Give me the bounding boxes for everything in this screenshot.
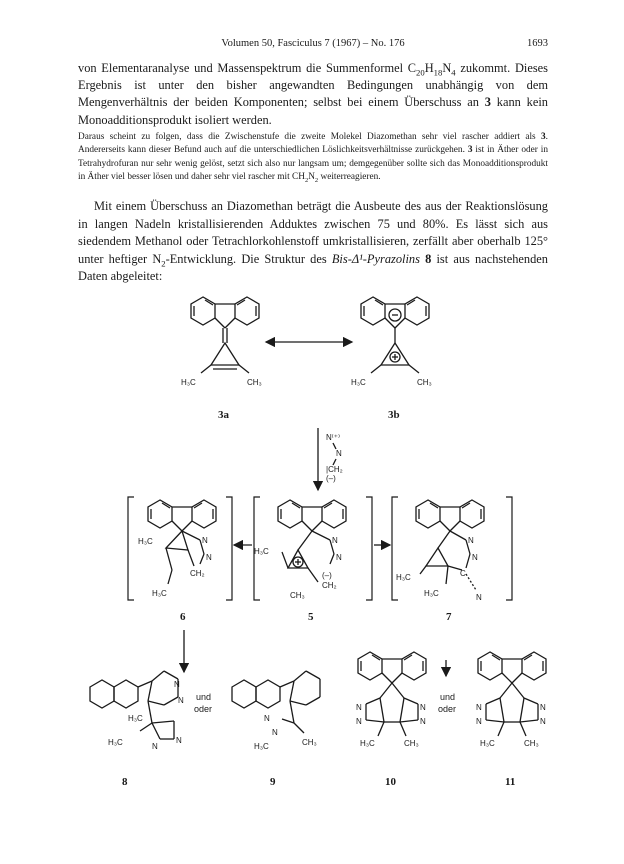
- atom-n: N: [356, 703, 362, 712]
- atom-n-2: N: [272, 728, 278, 737]
- structure-5: [254, 500, 346, 600]
- p1-text-b: zukommt.: [455, 61, 511, 75]
- p1-compound-ref: 3: [484, 95, 491, 110]
- label-5: 5: [308, 611, 314, 623]
- structure-8: [90, 671, 184, 751]
- reagent-n-plus: N⁽⁺⁾: [326, 433, 340, 442]
- journal-citation: Volumen 50, Fasciculus 7 (1967) – No. 176: [221, 38, 405, 49]
- note-sub-1: 2: [304, 177, 309, 185]
- atom-n-2: N: [356, 717, 362, 726]
- atom-h3c: H₃C: [254, 547, 269, 556]
- atom-n-2: N: [476, 717, 482, 726]
- atom-h3c: H₃C: [128, 714, 143, 723]
- p1-sub-18: 18: [433, 67, 443, 78]
- atom-ch3: CH₃: [417, 378, 432, 387]
- p1-sub-20: 20: [416, 67, 425, 78]
- atom-h3c: H₃C: [396, 573, 411, 582]
- atom-ch2: CH₂: [190, 569, 205, 578]
- structure-3b: [351, 297, 432, 387]
- label-3b: 3b: [388, 409, 400, 421]
- text-oder-1: oder: [194, 704, 213, 714]
- text-oder-2: oder: [438, 704, 457, 714]
- atom-h3c-lower: H₃C: [108, 738, 123, 747]
- note-text-b: . Andererseits kann dieser Befund auch auf die unterschiedlichen Löslichkeitsverhältnisse zurückgehen.: [78, 132, 548, 156]
- p1-text-h: H: [424, 61, 434, 75]
- atom-n: N: [332, 536, 338, 545]
- p2-sub-2: 2: [161, 258, 166, 269]
- atom-n: N: [174, 680, 180, 689]
- p1-text-a: von Elementaranalyse und Massenspektrum die Summenformel C: [78, 61, 417, 75]
- atom-ch3: CH₃: [404, 739, 419, 748]
- p2-italic-compound: Bis-Δ¹-Pyrazolins: [331, 251, 420, 266]
- p1-sub-4: 4: [451, 67, 456, 78]
- p1-text-n: N: [442, 61, 452, 75]
- p2-text-a: Mit einem Überschuss an Diazomethan beträgt die Ausbeute des aus der Reaktionslösung in langen Nadeln kristallisierenden Adduktes zwischen 75 und 80%. Es lässt sich aus siedendem Methanol oder Tetrachlorkohlenstoff umkristallisieren, zerfällt aber oberhalb 125° unter heftiger N: [78, 199, 548, 266]
- note-text-a: Daraus scheint zu folgen, dass die Zwischenstufe die zweite Molekel Diazomethan sehr viel rascher addiert als: [78, 132, 542, 142]
- note-sub-2: 2: [314, 177, 319, 185]
- label-9: 9: [270, 776, 276, 788]
- p2-compound-ref: 8: [425, 251, 432, 266]
- structure-6: [138, 500, 216, 598]
- atom-ch3: CH₃: [524, 739, 539, 748]
- brackets-intermediates: [128, 497, 512, 600]
- p2-text-b: -Entwicklung. Die Struktur des: [165, 251, 332, 266]
- label-11: 11: [505, 776, 516, 788]
- atom-n: N: [264, 714, 270, 723]
- structure-10: [356, 652, 426, 748]
- reagent-ch2: |CH₂: [326, 465, 343, 474]
- atom-n-3: N: [540, 703, 546, 712]
- label-6: 6: [180, 611, 186, 623]
- atom-n-2: N: [206, 553, 212, 562]
- atom-n: N: [468, 536, 474, 545]
- atom-n-2: N: [336, 553, 342, 562]
- label-10: 10: [385, 776, 396, 788]
- note-text-d: N: [308, 172, 315, 183]
- atom-h3c: H₃C: [254, 742, 269, 751]
- atom-minus: (–): [322, 571, 332, 580]
- atom-n-3: N: [420, 703, 426, 712]
- atom-n-2: N: [472, 553, 478, 562]
- atom-n-3: N: [152, 742, 158, 751]
- atom-ch3: CH₃: [302, 738, 317, 747]
- structure-7: [396, 500, 484, 602]
- label-3a: 3a: [218, 409, 229, 421]
- note-ref-1: 3: [541, 132, 546, 142]
- atom-h3c: H₃C: [181, 378, 196, 387]
- label-7: 7: [446, 611, 452, 623]
- reagent-minus: (–): [326, 474, 336, 483]
- atom-h3c: H₃C: [480, 739, 495, 748]
- atom-n-4: N: [176, 736, 182, 745]
- atom-h3c-lower: H₃C: [424, 589, 439, 598]
- atom-ch3: CH₃: [290, 591, 305, 600]
- note-text-c: ist in Äther oder in Tetrahydrofuran nur sehr wenig gelöst, setzt sich also nur langsam um; demgegenüber sollte sich das Monoadditionsprodukt in Äther viel besser lösen und daher sehr viel rascher mit CH: [78, 145, 548, 183]
- p1-text-d: kann kein Monoadditionsprodukt isoliert werden.: [78, 95, 548, 127]
- atom-n: N: [476, 703, 482, 712]
- atom-c: C: [460, 569, 466, 578]
- page-number: 1693: [527, 38, 548, 49]
- atom-h3c: H₃C: [138, 537, 153, 546]
- atom-n-4: N: [540, 717, 546, 726]
- atom-ch3: CH₃: [247, 378, 262, 387]
- atom-h3c: H₃C: [360, 739, 375, 748]
- reagent-n: N: [336, 449, 342, 458]
- p2-text-d: ist aus nachstehenden Daten abgeleitet:: [78, 251, 548, 284]
- atom-n-2: N: [178, 696, 184, 705]
- atom-h3c-lower: H₃C: [152, 589, 167, 598]
- note-ref-2: 3: [467, 145, 473, 156]
- structure-9: [232, 671, 320, 751]
- structure-3a: [181, 297, 262, 387]
- structure-11: [476, 652, 546, 748]
- label-8: 8: [122, 776, 128, 788]
- diazomethane-reagent: [326, 433, 343, 483]
- atom-ch2: CH₂: [322, 581, 337, 590]
- text-und-1: und: [196, 692, 212, 702]
- note-text-e: weiterreagieren.: [318, 172, 381, 183]
- p1-text-c: Dieses Ergebnis ist unter den bisher angewandten Bedingungen unabhängig von dem Mengenverhältnis der beiden Komponenten; selbst bei einem Überschuss an: [78, 61, 549, 110]
- atom-n-3: N: [476, 593, 482, 602]
- atom-n-4: N: [420, 717, 426, 726]
- atom-n: N: [202, 536, 208, 545]
- text-und-2: und: [440, 692, 456, 702]
- atom-h3c: H₃C: [351, 378, 366, 387]
